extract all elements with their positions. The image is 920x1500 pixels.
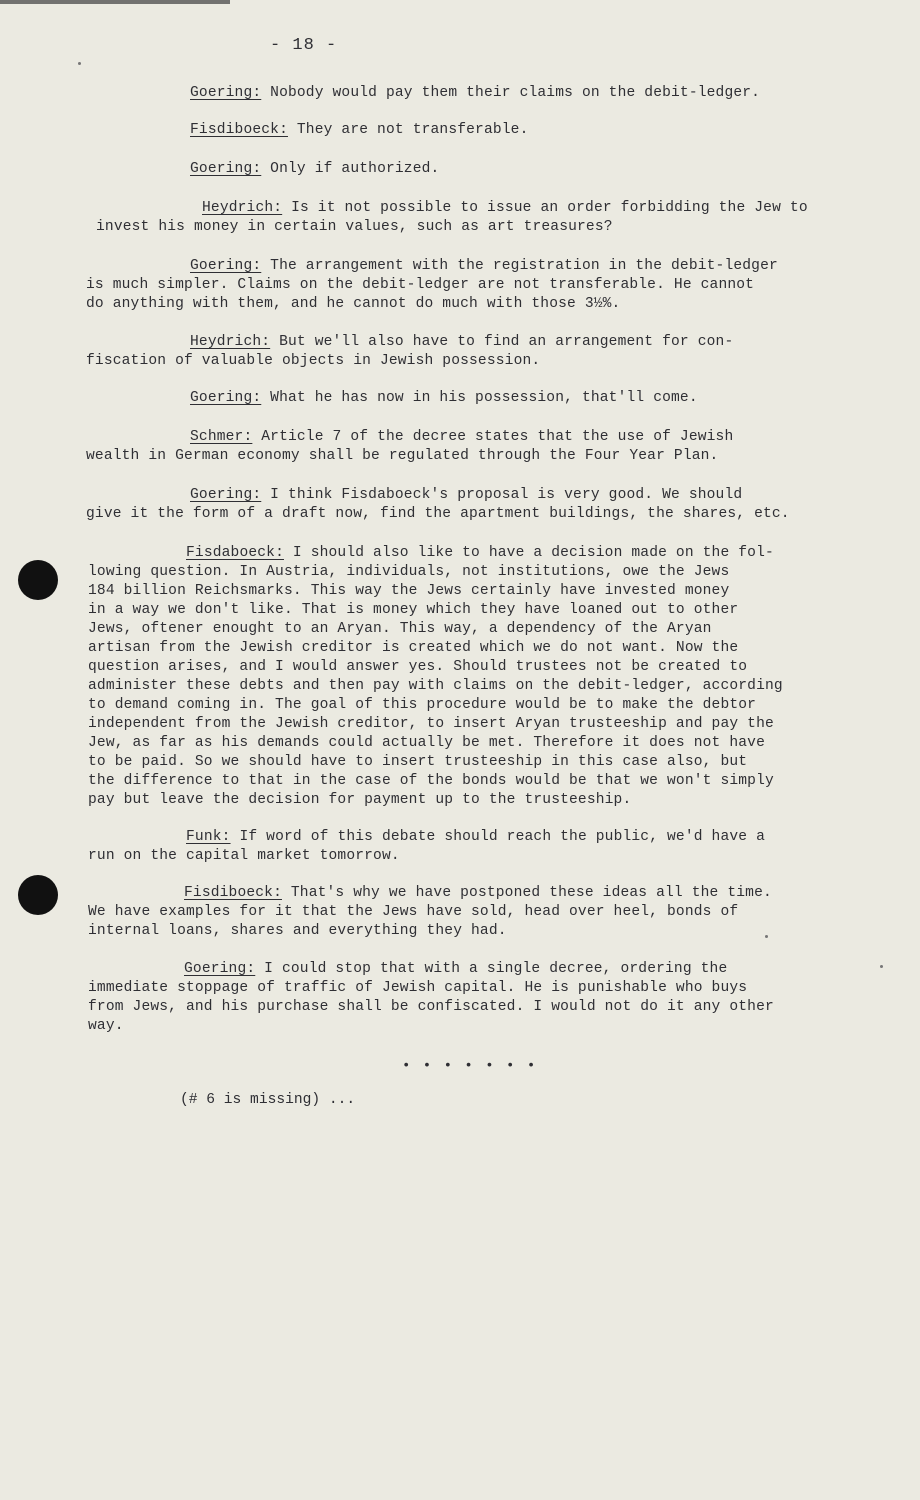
speaker-name: Goering: — [190, 487, 262, 503]
text-line — [190, 257, 778, 276]
text-line — [190, 486, 790, 505]
speaker-name: Schmer: — [190, 429, 253, 445]
line-text: Only if authorized. — [261, 161, 440, 177]
dialogue-paragraph — [88, 960, 774, 1036]
line-text: way. — [88, 1018, 124, 1034]
line-text: Jew, as far as his demands could actually be met. Therefore it does not have — [88, 735, 765, 751]
text-line — [184, 884, 772, 903]
line-text: to demand coming in. The goal of this procedure would be to make the debtor — [88, 697, 757, 713]
dialogue-paragraph — [88, 544, 783, 810]
speaker-name: Heydrich: — [202, 200, 283, 216]
line-text: independent from the Jewish creditor, to insert Aryan trusteeship and pay the — [88, 716, 774, 732]
text-line — [88, 639, 783, 658]
line-text: invest his money in certain values, such as art treasures? — [96, 219, 613, 235]
speaker-name: Goering: — [190, 258, 262, 274]
text-line — [190, 121, 529, 140]
text-line — [86, 295, 778, 314]
text-line — [86, 276, 778, 295]
line-text: I could stop that with a single decree, ordering the — [255, 961, 728, 977]
footer-note: (# 6 is missing) ... — [180, 1092, 356, 1108]
speaker-name: Goering: — [184, 961, 256, 977]
text-line — [88, 696, 783, 715]
line-text: in a way we don't like. That is money which they have loaned out to other — [88, 602, 739, 618]
line-text: What he has now in his possession, that'll come. — [261, 390, 698, 406]
text-line — [88, 658, 783, 677]
line-text: That's why we have postponed these ideas all the time. — [281, 885, 772, 901]
punch-hole-bottom — [18, 875, 58, 915]
speck — [78, 62, 81, 65]
speaker-name: Fisdiboeck: — [184, 885, 282, 901]
line-text: artisan from the Jewish creditor is created which we do not want. Now the — [88, 640, 739, 656]
text-line — [88, 922, 772, 941]
text-line — [88, 563, 783, 582]
text-line — [190, 333, 733, 352]
line-text: is much simpler. Claims on the debit-ledger are not transferable. He cannot — [86, 277, 755, 293]
line-text: Is it not possible to issue an order forbidding the Jew to — [282, 200, 808, 216]
line-text: question arises, and I would answer yes. Should trustees not be created to — [88, 659, 748, 675]
page-number: - 18 - — [270, 36, 338, 55]
text-line — [190, 428, 733, 447]
line-text: I think Fisdaboeck's proposal is very good. We should — [261, 487, 743, 503]
speaker-name: Funk: — [186, 829, 231, 845]
dialogue-paragraph — [88, 828, 765, 866]
line-text: I should also like to have a decision made on the fol- — [283, 545, 774, 561]
dialogue-paragraph — [86, 257, 778, 314]
line-text: Nobody would pay them their claims on the debit-ledger. — [261, 85, 761, 101]
line-text: They are not transferable. — [287, 122, 529, 138]
dialogue-paragraph — [190, 121, 529, 140]
dialogue-paragraph — [86, 486, 790, 524]
text-line — [88, 734, 783, 753]
line-text: fiscation of valuable objects in Jewish possession. — [86, 353, 541, 369]
text-line — [86, 447, 733, 466]
text-line — [88, 903, 772, 922]
line-text: do anything with them, and he cannot do much with those 3½%. — [86, 296, 621, 312]
line-text: run on the capital market tomorrow. — [88, 848, 400, 864]
line-text: 184 billion Reichsmarks. This way the Jews certainly have invested money — [88, 583, 730, 599]
dialogue-paragraph — [86, 428, 733, 466]
text-line — [88, 791, 783, 810]
line-text: If word of this debate should reach the public, we'd have a — [230, 829, 766, 845]
dialogue-paragraph — [88, 884, 772, 941]
speaker-name: Heydrich: — [190, 334, 271, 350]
line-text: to be paid. So we should have to insert trusteeship in this case also, but — [88, 754, 748, 770]
text-line — [190, 389, 698, 408]
text-line — [86, 352, 733, 371]
speaker-name: Goering: — [190, 390, 262, 406]
text-line — [186, 544, 783, 563]
line-text: wealth in German economy shall be regulated through the Four Year Plan. — [86, 448, 719, 464]
line-text: The arrangement with the registration in the debit-ledger — [261, 258, 778, 274]
line-text: We have examples for it that the Jews have sold, head over heel, bonds of — [88, 904, 739, 920]
dialogue-paragraph — [190, 160, 439, 179]
text-line — [88, 979, 774, 998]
speck — [880, 965, 883, 968]
speaker-name: Goering: — [190, 85, 262, 101]
speaker-name: Fisdaboeck: — [186, 545, 284, 561]
separator-dots: • • • • • • • — [402, 1058, 538, 1074]
text-line — [88, 620, 783, 639]
text-line — [88, 601, 783, 620]
line-text: lowing question. In Austria, individuals, not institutions, owe the Jews — [88, 564, 730, 580]
text-line — [190, 160, 439, 179]
line-text: pay but leave the decision for payment up to the trusteeship. — [88, 792, 632, 808]
text-line — [88, 677, 783, 696]
text-line — [88, 715, 783, 734]
line-text: But we'll also have to find an arrangement for con- — [270, 334, 734, 350]
text-line — [96, 218, 808, 237]
text-line — [190, 84, 760, 103]
line-text: Article 7 of the decree states that the use of Jewish — [252, 429, 734, 445]
line-text: from Jews, and his purchase shall be confiscated. I would not do it any other — [88, 999, 774, 1015]
text-line — [88, 753, 783, 772]
line-text: the difference to that in the case of the bonds would be that we won't simply — [88, 773, 774, 789]
line-text: administer these debts and then pay with claims on the debit-ledger, according — [88, 678, 783, 694]
dialogue-paragraph — [96, 199, 808, 237]
text-line — [186, 828, 765, 847]
dialogue-paragraph — [190, 84, 760, 103]
line-text: internal loans, shares and everything they had. — [88, 923, 507, 939]
dialogue-paragraph — [190, 389, 698, 408]
text-line — [88, 1017, 774, 1036]
dialogue-paragraph — [86, 333, 733, 371]
text-line — [202, 199, 808, 218]
speaker-name: Goering: — [190, 161, 262, 177]
line-text: Jews, oftener enought to an Aryan. This way, a dependency of the Aryan — [88, 621, 712, 637]
top-edge-line — [0, 0, 230, 4]
speaker-name: Fisdiboeck: — [190, 122, 288, 138]
text-line — [88, 772, 783, 791]
text-line — [88, 998, 774, 1017]
text-line — [184, 960, 774, 979]
text-line — [86, 505, 790, 524]
text-line — [88, 582, 783, 601]
line-text: give it the form of a draft now, find the apartment buildings, the shares, etc. — [86, 506, 790, 522]
punch-hole-top — [18, 560, 58, 600]
text-line — [88, 847, 765, 866]
line-text: immediate stoppage of traffic of Jewish capital. He is punishable who buys — [88, 980, 748, 996]
